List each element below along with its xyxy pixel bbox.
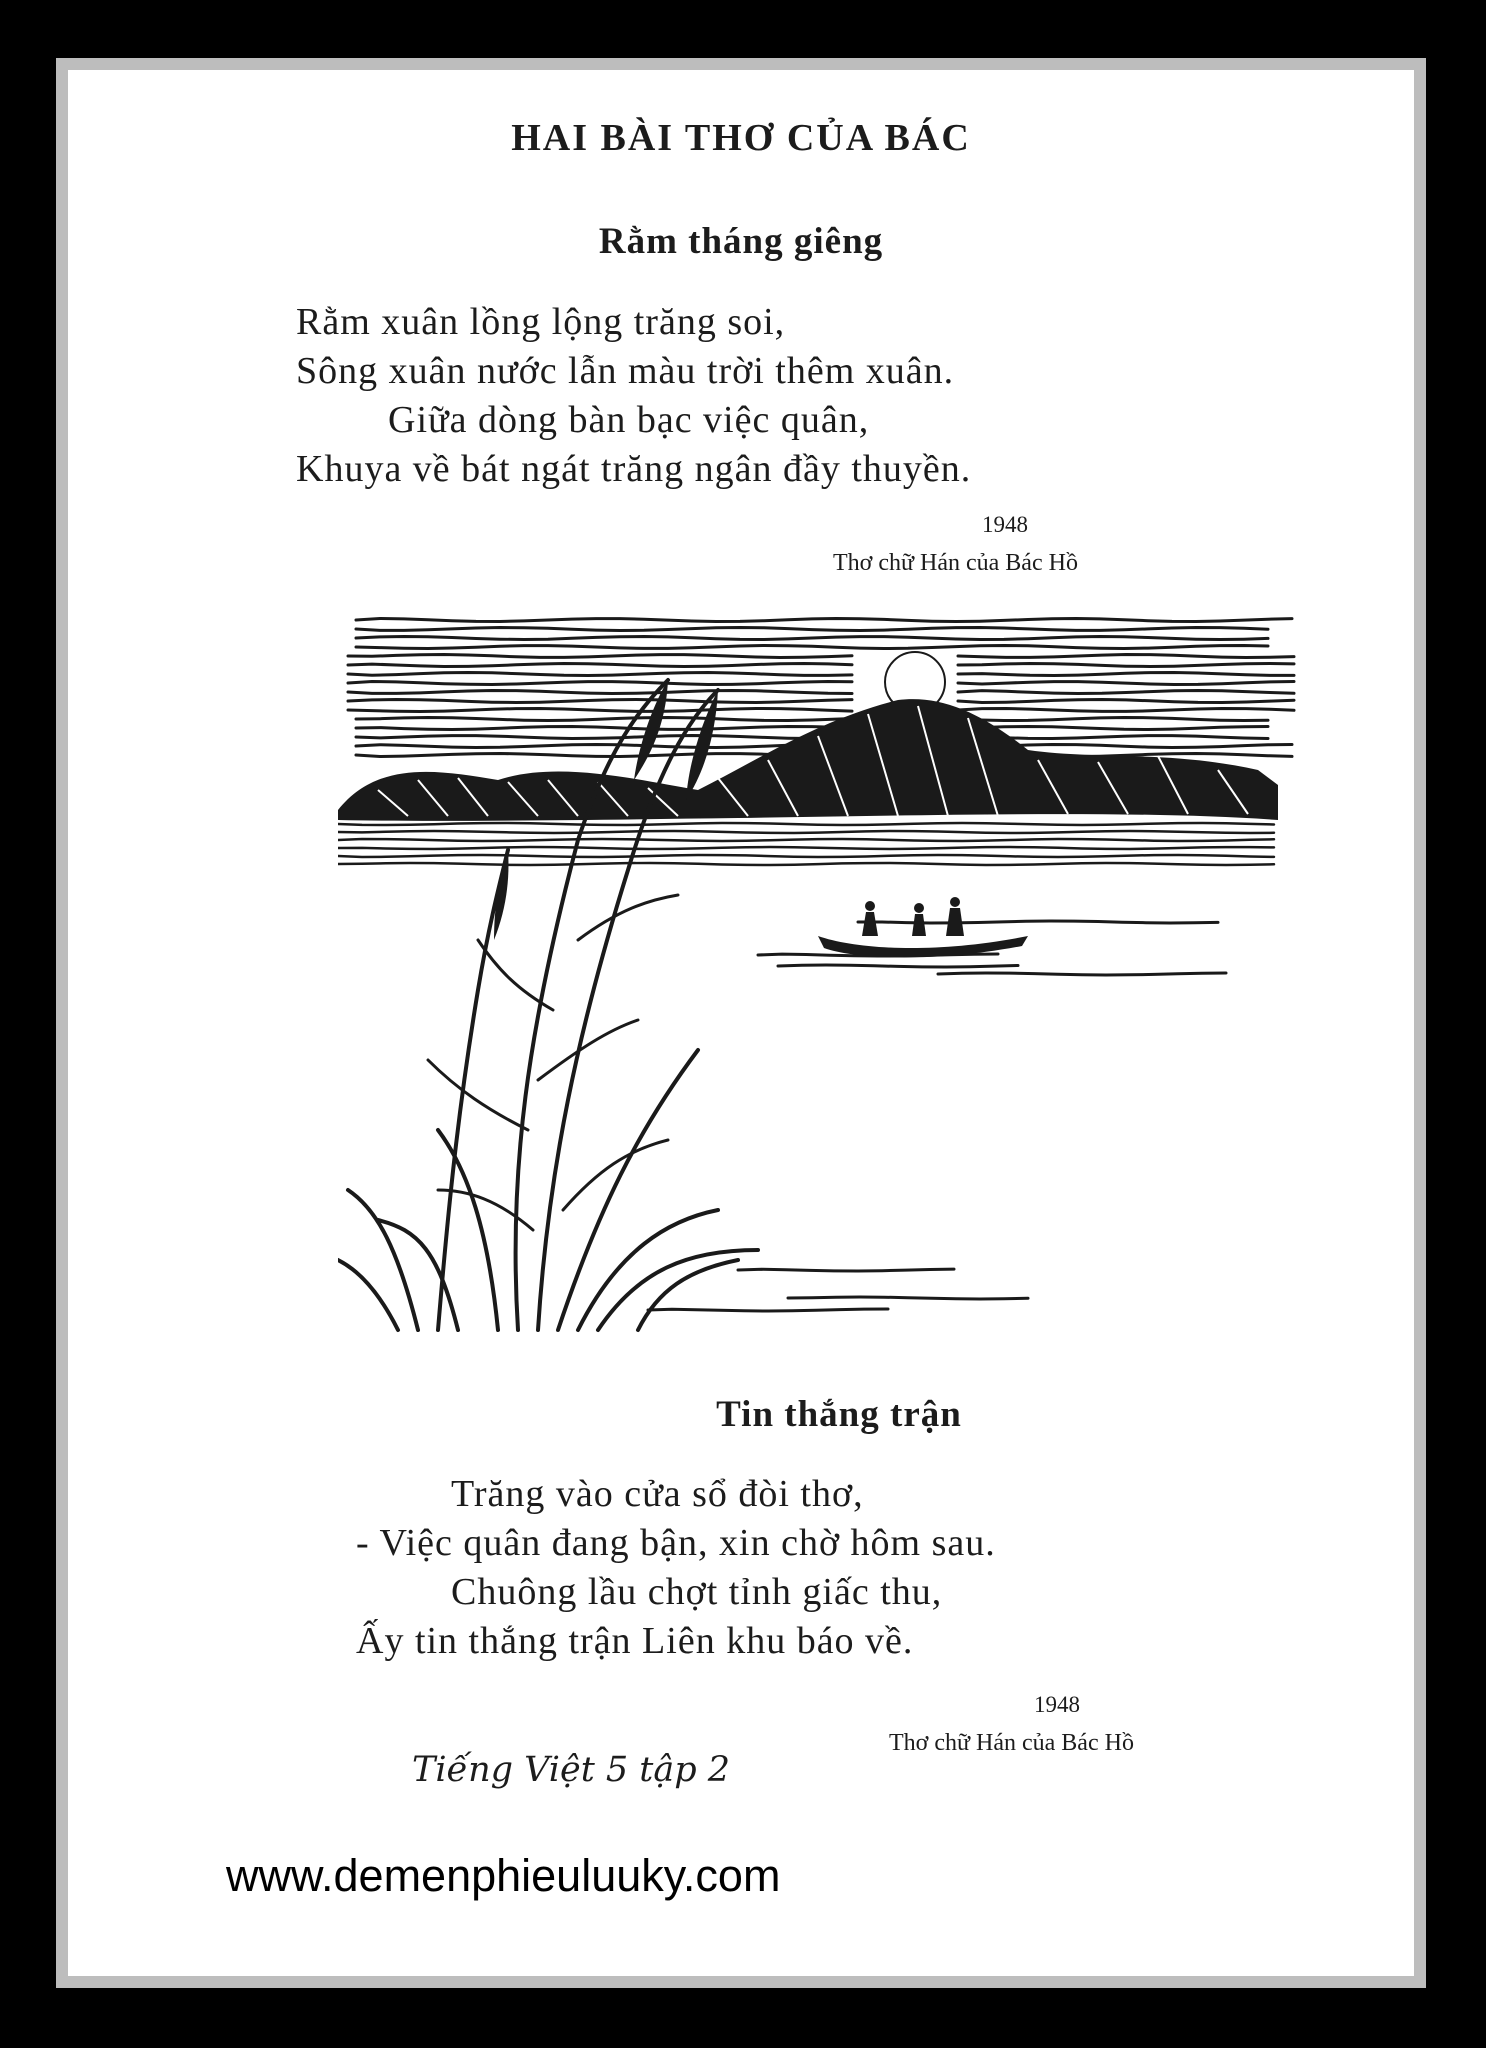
poem1-line-4: Khuya về bát ngát trăng ngân đầy thuyền. — [296, 448, 972, 490]
poem2-line-4: Ấy tin thắng trận Liên khu báo về. — [356, 1620, 914, 1662]
website-watermark: www.demenphieuluuky.com — [226, 1850, 781, 1901]
poem1-source: Thơ chữ Hán của Bác Hồ — [833, 550, 1078, 576]
poem2-source: Thơ chữ Hán của Bác Hồ — [889, 1730, 1134, 1756]
poem2-line-3: Chuông lầu chợt tỉnh giấc thu, — [451, 1571, 943, 1613]
poem2-year: 1948 — [1034, 1692, 1080, 1717]
poem1-line-1: Rằm xuân lồng lộng trăng soi, — [296, 301, 786, 343]
poem1-year: 1948 — [982, 512, 1028, 537]
book-page — [68, 70, 1414, 1976]
book-caption: Tiếng Việt 5 tập 2 — [412, 1750, 731, 1790]
poem1-title: Rằm tháng giêng — [598, 221, 884, 262]
poem1-line-2: Sông xuân nước lẫn màu trời thêm xuân. — [296, 350, 955, 392]
water-hatching — [338, 823, 1274, 1311]
page-title: HAI BÀI THƠ CỦA BÁC — [511, 117, 971, 159]
poem1-line-3: Giữa dòng bàn bạc việc quân, — [388, 399, 870, 441]
poem2-line-2: - Việc quân đang bận, xin chờ hôm sau. — [356, 1522, 996, 1564]
poem2-title: Tin thắng trận — [716, 1394, 962, 1435]
poem2-line-1: Trăng vào cửa sổ đòi thơ, — [451, 1473, 864, 1515]
boat — [818, 897, 1028, 958]
moonlit-river-boat-woodcut-illustration — [338, 610, 1318, 1370]
